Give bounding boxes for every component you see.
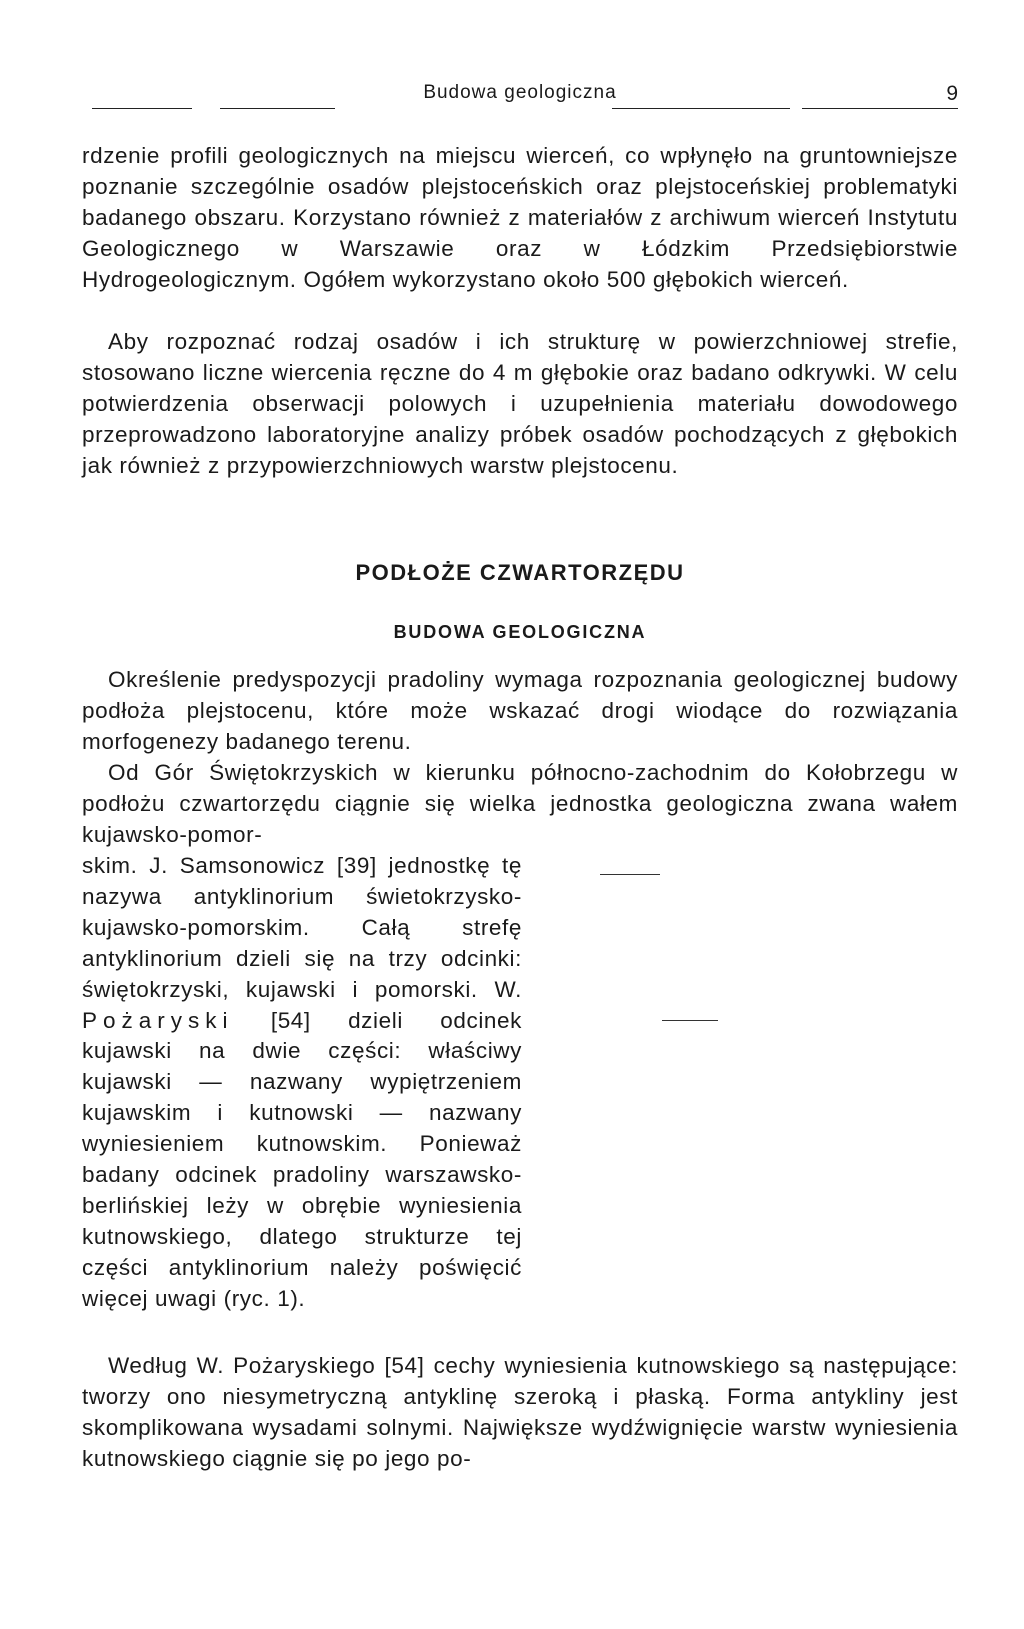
section-subtitle: BUDOWA GEOLOGICZNA [393, 622, 647, 642]
section-title: PODŁOŻE CZWARTORZĘDU [355, 560, 685, 585]
running-header [82, 78, 958, 118]
running-title: Budowa geologiczna [423, 82, 617, 103]
header-rule [220, 108, 335, 109]
paragraph-body-1: Określenie predyspozycji pradoliny wymaga rozpoznania geologicznej budowy podłoża plejstocenu, które może wskazać drogi wiodące do rozwiązania morfogenezy badanego terenu. [82, 667, 958, 754]
header-rule [612, 108, 790, 109]
paragraph-body-2-full: Od Gór Świętokrzyskich w kierunku północno-zachodnim do Kołobrzegu w podłożu czwartorzędu ciągnie się wielka jednostka geologiczna zwana wałem kujawsko-pomor- [82, 760, 958, 847]
figure-placeholder-mark [662, 1020, 718, 1021]
author-name: Pożaryski [82, 1007, 234, 1033]
paragraph-intro-1: rdzenie profili geologicznych na miejscu wierceń, co wpłynęło na gruntowniejsze poznanie szczególnie osadów plejstoceńskich oraz plejstoceńskiej problematyki badanego obszaru. Korzystano również z materiałów z archiwum wierceń Instytutu Geologicznego w Warszawie oraz w Łódzkim Przedsiębiorstwie Hydrogeologicznym. Ogółem wykorzystano około 500 głębokich wierceń. [82, 143, 958, 292]
paragraph-body-2-column [82, 851, 522, 1315]
header-rule [802, 108, 958, 109]
figure-placeholder-mark [600, 874, 660, 875]
header-rule [92, 108, 192, 109]
column-text-a: skim. J. Samsonowicz [39] jednostkę tę nazywa antyklinorium świetokrzysko-kujawsko-pomorskim. Całą strefę antyklinorium dzieli się na trzy odcinki: świętokrzyski, kujawski i pomorski. W. [82, 853, 522, 1002]
paragraph-body-3: Według W. Pożaryskiego [54] cechy wyniesienia kutnowskiego są następujące: tworzy ono niesymetryczną antyklinę szeroką i płaską. Forma antykliny jest skomplikowana wysadami solnymi. Największe wydźwignięcie warstw wyniesienia kutnowskiego ciągnie się po jego po- [82, 1353, 958, 1471]
paragraph-intro-2: Aby rozpoznać rodzaj osadów i ich strukturę w powierzchniowej strefie, stosowano liczne wiercenia ręczne do 4 m głębokie oraz badano odkrywki. W celu potwierdzenia obserwacji polowych i uzupełnienia materiału dowodowego przeprowadzono laboratoryjne analizy próbek osadów pochodzących z głębokich jak również z przypowierzchniowych warstw plejstocenu. [82, 329, 958, 478]
page-number: 9 [946, 82, 958, 105]
column-text-b: [54] dzieli odcinek kujawski na dwie części: właściwy kujawski — nazwany wypiętrzeniem kujawskim i kutnowski — nazwany wyniesieniem kutnowskim. Ponieważ badany odcinek pradoliny warszawsko-berlińskiej leży w obrębie wyniesienia kutnowskiego, dlatego strukturze tej części antyklinorium należy poświęcić więcej uwagi (ryc. 1). [82, 1007, 522, 1311]
